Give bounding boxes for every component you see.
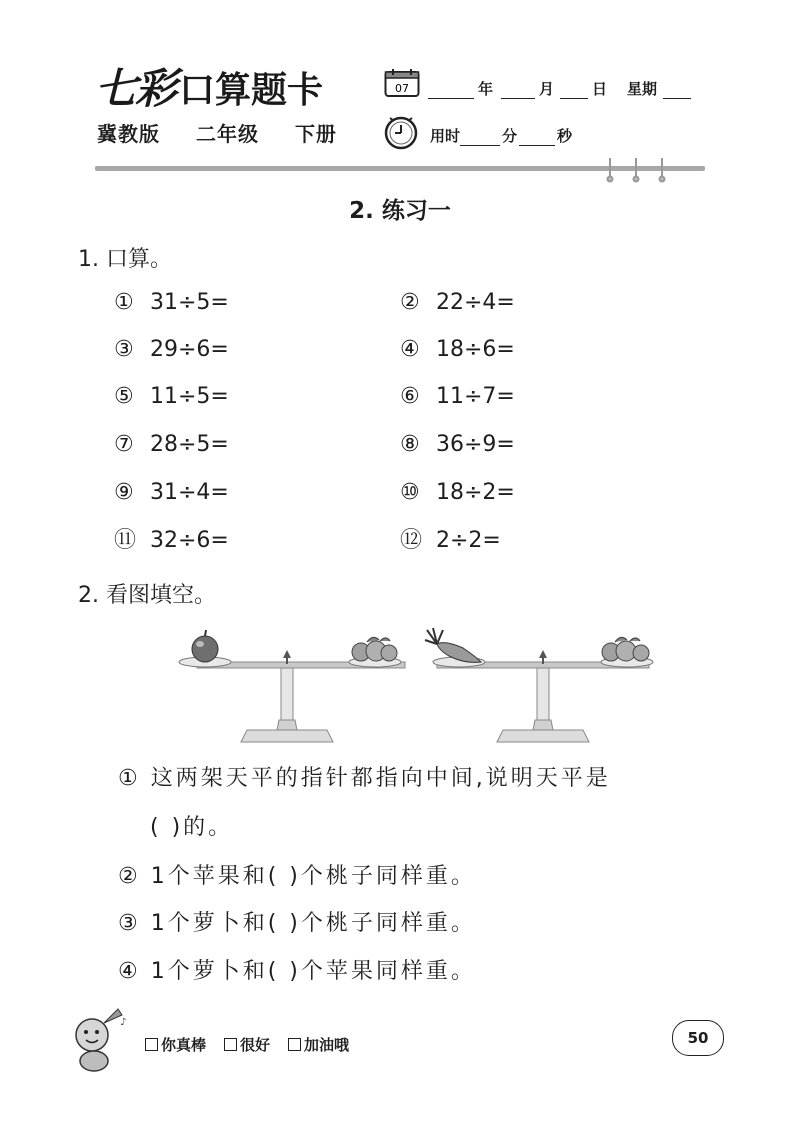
fill-blank-4: ④ 1个萝卜和( )个苹果同样重。 <box>118 959 476 984</box>
apple-icon <box>192 630 218 662</box>
checkbox-icon[interactable] <box>145 1038 158 1051</box>
exercise-4: ④ 18÷6= <box>400 337 515 362</box>
edition-publisher: 冀教版 <box>97 122 160 146</box>
edition-grade: 二年级 <box>195 122 259 146</box>
balance-scales-illustration <box>175 622 655 748</box>
brand-part1: 七彩 <box>95 64 176 113</box>
divider-tick-marks <box>604 155 674 183</box>
evaluation-option-keep-going[interactable]: 加油哦 <box>288 1034 349 1055</box>
carrot-icon <box>425 628 481 662</box>
peaches-icon-2 <box>602 637 649 661</box>
balance-scale-carrot-peaches <box>433 650 653 742</box>
exercise-7: ⑦ 28÷5= <box>114 432 229 457</box>
exercise-2: ② 22÷4= <box>400 290 515 315</box>
clock-icon <box>383 114 419 150</box>
self-evaluation <box>145 1034 349 1055</box>
question-2-title: 2. 看图填空。 <box>78 583 216 608</box>
edition-volume: 下册 <box>294 122 337 146</box>
checkbox-icon[interactable] <box>224 1038 237 1051</box>
year-label: 年 <box>478 80 494 98</box>
checkbox-icon[interactable] <box>288 1038 301 1051</box>
minutes-label: 分 <box>502 127 518 145</box>
seconds-blank[interactable] <box>519 129 555 146</box>
lesson-title: 2. 练习一 <box>349 198 451 224</box>
exercise-10: ⑩ 18÷2= <box>400 480 515 505</box>
day-label: 日 <box>592 80 608 98</box>
calendar-day: 07 <box>395 82 409 95</box>
month-blank[interactable] <box>501 82 535 99</box>
page-number: 50 <box>672 1020 724 1056</box>
time-used-label: 用时 <box>430 127 461 145</box>
edition-info <box>97 118 355 147</box>
exercise-8: ⑧ 36÷9= <box>400 432 515 457</box>
exercise-3: ③ 29÷6= <box>114 337 229 362</box>
month-label: 月 <box>539 80 555 98</box>
evaluation-option-great[interactable]: 你真棒 <box>145 1034 206 1055</box>
year-blank[interactable] <box>428 82 474 99</box>
question-1-title: 1. 口算。 <box>78 247 172 272</box>
weekday-label: 星期 <box>627 80 658 98</box>
brand-logo <box>95 66 323 112</box>
exercise-5: ⑤ 11÷5= <box>114 384 229 409</box>
svg-text:♪: ♪ <box>120 1017 127 1028</box>
mascot-icon <box>66 1005 132 1073</box>
minutes-blank[interactable] <box>460 129 500 146</box>
exercise-6: ⑥ 11÷7= <box>400 384 515 409</box>
fill-blank-2: ② 1个苹果和( )个桃子同样重。 <box>118 864 476 889</box>
day-blank[interactable] <box>560 82 588 99</box>
fill-blank-1-line1: ① 这两架天平的指针都指向中间,说明天平是 <box>118 766 611 791</box>
date-fill-row <box>428 77 691 99</box>
weekday-blank[interactable] <box>663 82 691 99</box>
evaluation-option-good[interactable]: 很好 <box>224 1034 270 1055</box>
brand-part2: 口算题卡 <box>179 70 324 111</box>
time-fill-row <box>430 124 572 146</box>
exercise-11: ⑪ 32÷6= <box>114 528 229 553</box>
exercise-1: ① 31÷5= <box>114 290 229 315</box>
exercise-9: ⑨ 31÷4= <box>114 480 229 505</box>
exercise-12: ⑫ 2÷2= <box>400 528 501 553</box>
fill-blank-3: ③ 1个萝卜和( )个桃子同样重。 <box>118 911 476 936</box>
calendar-icon <box>384 68 420 98</box>
fill-blank-1-line2: ( )的。 <box>150 815 234 840</box>
seconds-label: 秒 <box>557 127 573 145</box>
balance-scale-apple-peaches <box>179 650 405 742</box>
peaches-icon <box>352 637 397 661</box>
